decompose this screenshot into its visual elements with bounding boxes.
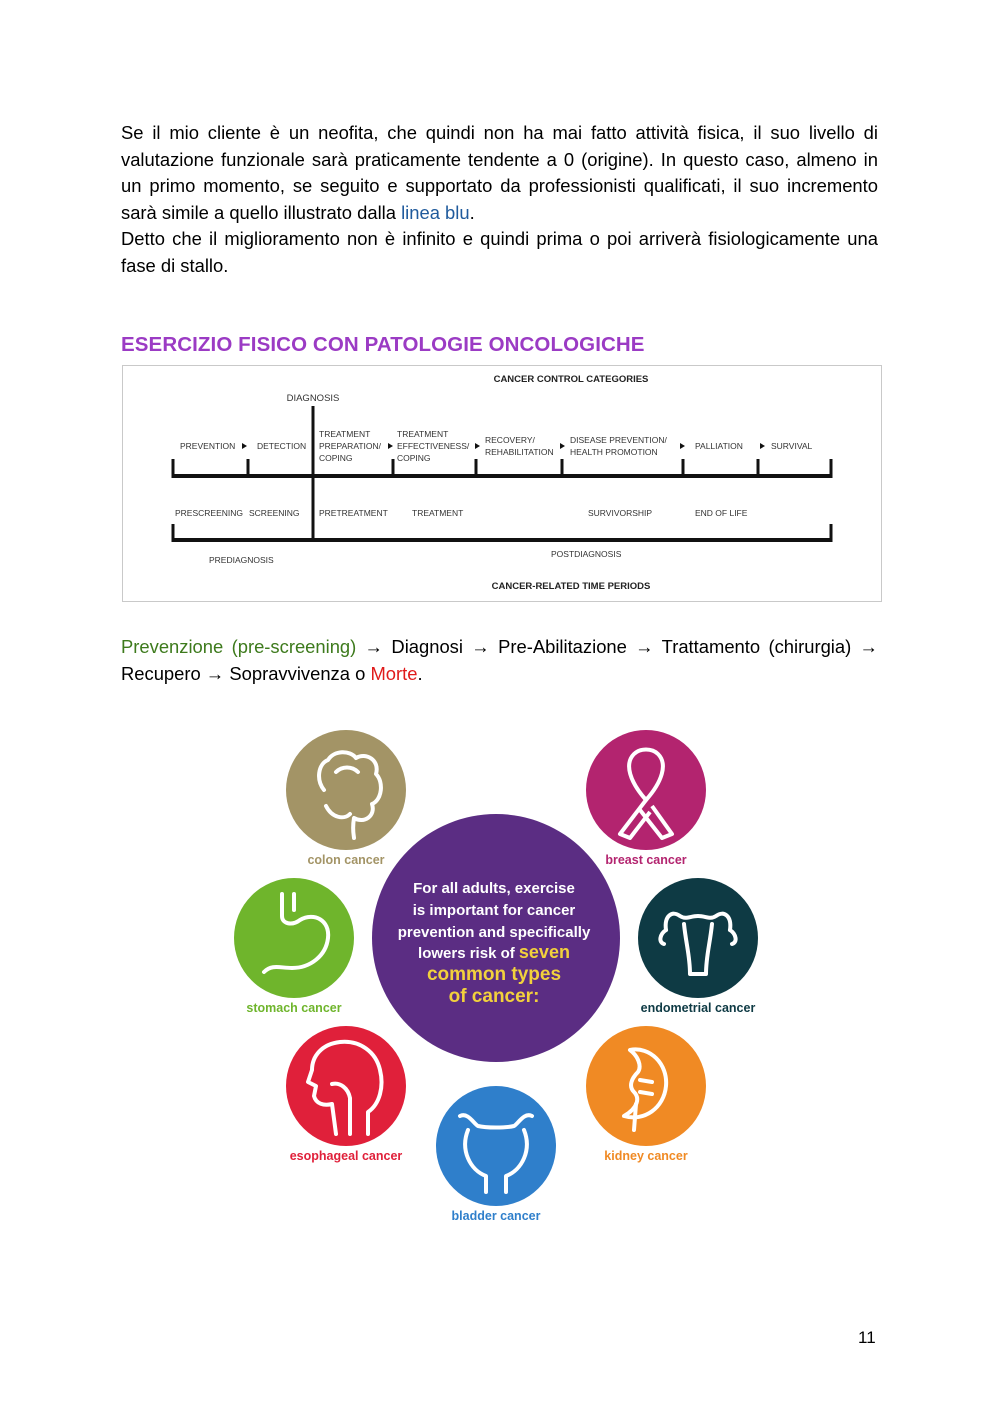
esophageal-cancer-item [286, 1026, 406, 1163]
stomach-cancer-item [234, 878, 354, 1015]
treatment-flow-text [121, 634, 878, 687]
intro-text-2: Detto che il miglioramento non è infinito e quindi prima o poi arriverà fisiologicamente una fase di stallo. [121, 228, 878, 276]
cat-survival: SURVIVAL [771, 441, 813, 451]
kidney-cancer-item [586, 1026, 706, 1163]
colon-label: colon cancer [307, 853, 385, 867]
cancer-control-diagram [122, 365, 882, 602]
blue-line-reference: linea blu [401, 201, 470, 223]
bladder-cancer-item [436, 1086, 556, 1223]
center-line-6: of cancer: [448, 986, 540, 1007]
flow-middle: → Diagnosi → Pre-Abilitazione → Trattamento (chirurgia) → Recupero → Sopravvivenza o [121, 636, 878, 684]
center-line-1: For all adults, exercise [413, 880, 575, 897]
period-prediagnosis: PREDIAGNOSIS [209, 555, 274, 565]
intro-punct: . [469, 201, 475, 223]
center-line-4-b: seven [518, 942, 570, 962]
intro-paragraph-1 [121, 120, 878, 226]
section-title: ESERCIZIO FISICO CON PATOLOGIE ONCOLOGICHE [121, 333, 645, 356]
cat-treatment-eff-3: COPING [397, 453, 431, 463]
bladder-circle [436, 1086, 556, 1206]
stomach-label: stomach cancer [246, 1001, 342, 1015]
cat-disease-prev-1: DISEASE PREVENTION/ [570, 435, 667, 445]
cat-treatment-prep-3: COPING [319, 453, 353, 463]
period-postdiagnosis: POSTDIAGNOSIS [551, 549, 622, 559]
period-end-of-life: END OF LIFE [695, 508, 748, 518]
colon-circle [286, 730, 406, 850]
center-line-2: is important for cancer [412, 902, 576, 919]
cat-treatment-prep-2: PREPARATION/ [319, 441, 382, 451]
kidney-label: kidney cancer [604, 1149, 688, 1163]
esophageal-label: esophageal cancer [289, 1149, 403, 1163]
cat-treatment-prep-1: TREATMENT [319, 429, 371, 439]
cat-treatment-eff-1: TREATMENT [397, 429, 449, 439]
flow-prevention: Prevenzione (pre-screening) [121, 636, 357, 657]
period-screening: SCREENING [249, 508, 300, 518]
cat-recovery-2: REHABILITATION [485, 447, 554, 457]
breast-label: breast cancer [605, 853, 687, 867]
colon-cancer-item [286, 730, 406, 867]
breast-cancer-item [586, 730, 706, 867]
center-line-3: prevention and specifically [397, 924, 591, 941]
cat-detection: DETECTION [257, 441, 307, 451]
cat-treatment-eff-2: EFFECTIVENESS/ [397, 441, 470, 451]
intro-paragraph-2 [121, 226, 878, 279]
page-number: 11 [858, 1328, 876, 1347]
bladder-label: bladder cancer [451, 1209, 541, 1223]
center-line-4 [418, 942, 570, 962]
center-line-5: common types [426, 964, 562, 985]
period-pretreatment: PRETREATMENT [319, 508, 388, 518]
flow-end: . [417, 662, 423, 684]
cat-prevention: PREVENTION [180, 441, 236, 451]
endometrial-circle [638, 878, 758, 998]
period-prescreening: PRESCREENING [175, 508, 244, 518]
cat-disease-prev-2: HEALTH PROMOTION [570, 447, 658, 457]
endometrial-label: endometrial cancer [640, 1001, 756, 1015]
intro-text: Se il mio cliente è un neofita, che quindi non ha mai fatto attività fisica, il suo livello di valutazione funzionale sarà praticamente tendente a 0 (origine). In questo caso, almeno in un primo momento, se seguito e supportato da professionisti qualificati, il suo incremento sarà simile a quello illustrato dalla [121, 122, 878, 223]
flow-death: Morte [370, 662, 418, 684]
kidney-circle [586, 1026, 706, 1146]
diagnosis-label: DIAGNOSIS [286, 393, 340, 404]
diagram-top-title: CANCER CONTROL CATEGORIES [493, 374, 649, 385]
esophageal-circle [286, 1026, 406, 1146]
cancer-types-infographic [220, 720, 780, 1240]
center-line-4-a: lowers risk of [418, 945, 519, 962]
endometrial-cancer-item [638, 878, 758, 1015]
diagram-bottom-title: CANCER-RELATED TIME PERIODS [491, 581, 651, 592]
cat-palliation: PALLIATION [695, 441, 743, 451]
period-survivorship: SURVIVORSHIP [588, 508, 653, 518]
cat-recovery-1: RECOVERY/ [485, 435, 535, 445]
period-treatment: TREATMENT [412, 508, 464, 518]
